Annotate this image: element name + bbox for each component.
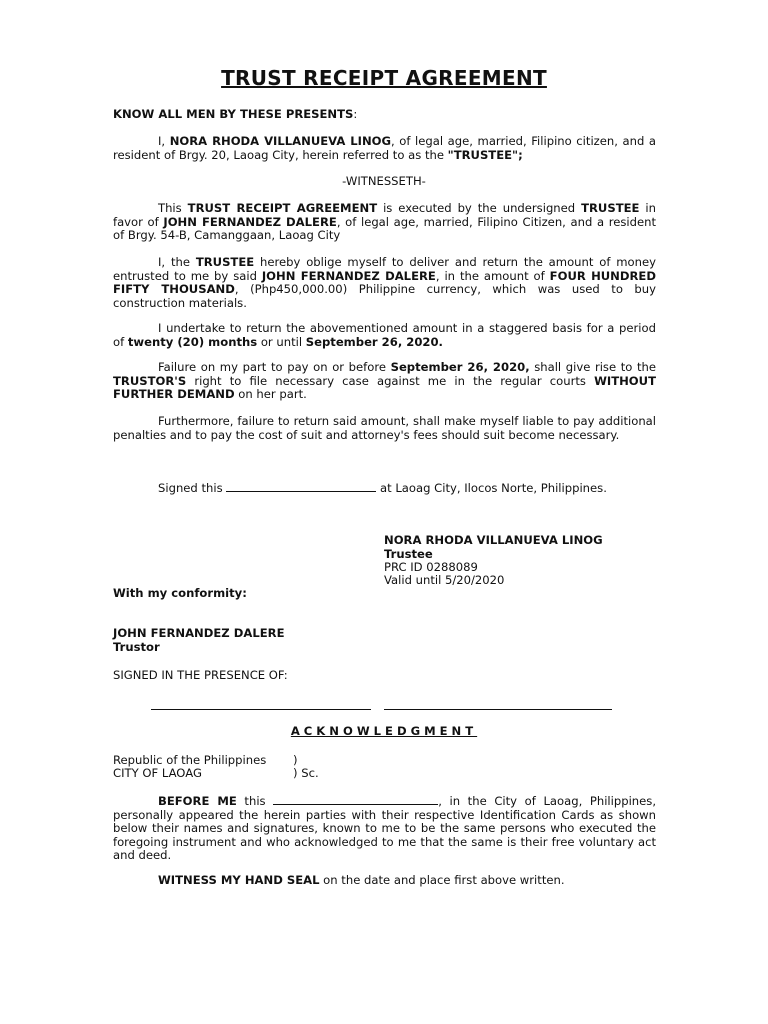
p8-text-1: on the date and place first above written. [319,873,565,887]
p5-text-3: right to file necessary case against me in the regular courts [186,373,595,388]
p1-trustee-label: "TRUSTEE"; [447,147,523,162]
p3-text-4: , (Php450,000.00) Philippine currency, which was used to buy construction materials. [113,282,657,310]
paragraph-default [113,361,656,402]
signed-prefix: Signed this [158,481,227,495]
p2-text-1: This [158,201,188,215]
paragraph-acknowledgment [113,794,656,863]
witness-signature-line-2 [384,709,612,710]
p3-text-1: I, the [158,255,196,269]
p3-trustee-label: TRUSTEE [195,255,255,269]
signed-suffix: at Laoag City, Ilocos Norte, Philippines. [376,481,607,495]
p3-text-2: hereby oblige myself to deliver and return the amount of money entrusted to me by said [113,255,656,283]
paragraph-witness-seal [113,874,656,888]
p7-before-me: BEFORE ME [158,794,237,808]
paragraph-obligation [113,256,656,310]
venue-sc: ) Sc. [293,766,319,780]
p1-text-2: , of legal age, married, Filipino citizen, and a resident of Brgy. 20, Laoag City, herein referred to as the [113,134,656,162]
p5-text-2: shall give rise to the [529,360,656,374]
p4-text-2: or until [257,334,306,349]
venue-paren: ) [293,753,298,767]
p1-trustee-name: NORA RHODA VILLANUEVA LINOG [169,134,392,148]
trustee-prc-id: PRC ID 0288089 [384,560,478,574]
p3-trustor-name: JOHN FERNANDEZ DALERE [261,268,436,283]
p3-text-3: , in the amount of [435,268,550,283]
preamble [113,108,656,122]
p5-text-4: on her part. [234,387,307,402]
p4-date: September 26, 2020. [305,334,443,349]
p2-text-3: in favor of [113,201,656,229]
witnesses-label: SIGNED IN THE PRESENCE OF: [113,668,288,682]
p1-text-1: I, [158,134,170,148]
paragraph-trustee-identity [113,135,656,162]
p5-demand: WITHOUT FURTHER DEMAND [113,373,656,402]
paragraph-penalties: Furthermore, failure to return said amount, shall make myself liable to pay additional penalties and to pay the cost of suit and attorney's fees should suit become necessary. [113,414,656,442]
trustee-name: NORA RHODA VILLANUEVA LINOG [384,533,603,547]
p2-agreement-name: TRUST RECEIPT AGREEMENT [187,201,378,215]
p2-trustee-label: TRUSTEE [581,201,640,215]
p7-text-2: , in the City of Laoag, Philippines, personally appeared the herein parties with their respective Identification Cards as shown below their names and signatures, known to me to be the same persons who executed the foregoing instrument and who acknowledged to me that the same is their free voluntary act and deed. [113,794,657,863]
p7-text-1: this [236,794,274,808]
trustee-role: Trustee [384,547,433,561]
p5-date: September 26, 2020, [390,360,530,374]
p5-trustors-label: TRUSTOR'S [113,373,187,388]
p2-trustor-name: JOHN FERNANDEZ DALERE [163,214,337,229]
venue-republic: Republic of the Philippines [113,753,267,767]
witness-signature-line-1 [151,709,371,710]
trustee-prc-validity: Valid until 5/20/2020 [384,573,505,587]
trustor-name: JOHN FERNANDEZ DALERE [113,626,285,640]
p2-text-2: is executed by the undersigned [377,201,582,215]
date-blank [226,481,376,492]
p3-amount-words: FOUR HUNDRED FIFTY THOUSAND [113,268,656,297]
trustor-role: Trustor [113,640,160,654]
preamble-text: KNOW ALL MEN BY THESE PRESENTS [113,107,354,121]
p5-text-1: Failure on my part to pay on or before [158,360,391,374]
p2-text-4: , of legal age, married, Filipino Citizen, and a resident of Brgy. 54-B, Camanggaan, Laoag City [113,214,657,243]
p4-months: twenty (20) months [127,334,258,349]
witnesseth-heading: -WITNESSETH- [342,174,426,188]
venue-city: CITY OF LAOAG [113,766,202,780]
paragraph-payment-terms [113,322,656,349]
acknowledgment-date-blank [273,794,438,805]
signed-line [158,481,607,496]
preamble-colon: : [353,107,358,121]
conformity-label: With my conformity: [113,586,247,600]
acknowledgment-heading: ACKNOWLEDGMENT [290,724,478,738]
paragraph-execution [113,202,656,243]
document-title: TRUST RECEIPT AGREEMENT [221,66,547,90]
p8-witness: WITNESS MY HAND SEAL [158,873,320,887]
p4-text-1: I undertake to return the abovementioned amount in a staggered basis for a period of [113,321,656,349]
